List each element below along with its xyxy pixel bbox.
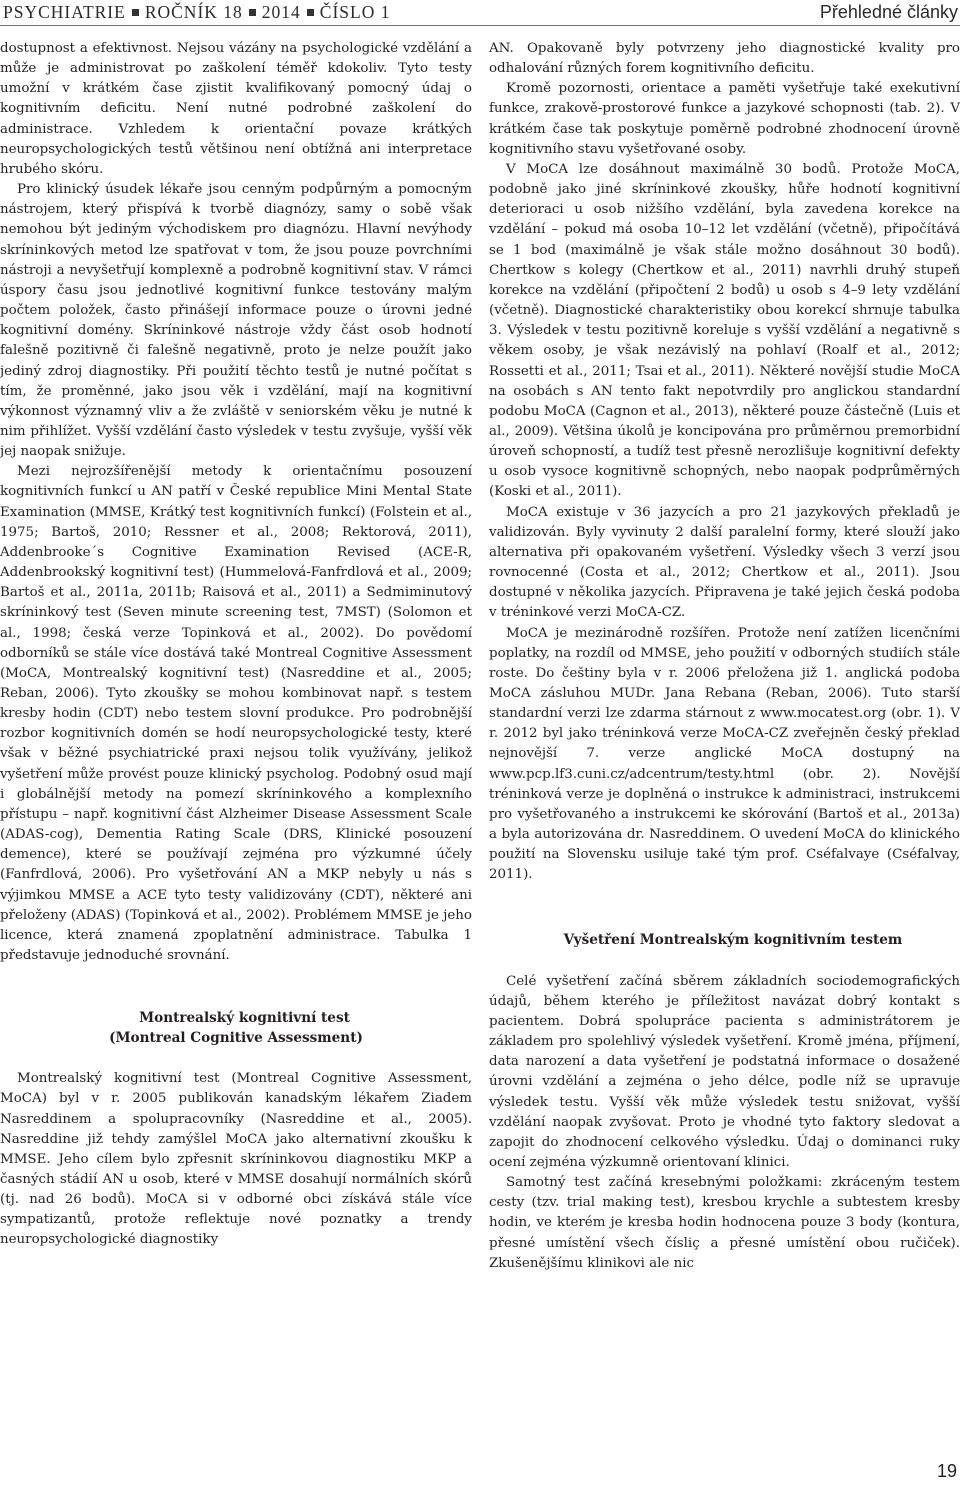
section-heading: Vyšetření Montrealským kognitivním testem [563,931,903,948]
section-heading [0,1008,472,1048]
paragraph: Mezi nejrozšířenější metody k orientačnímu posouzení kognitivních funkcí u AN patří v České republice Mini Mental State Examination (MMSE, Krátký test kognitivních funkcí) (Folstein et al., 1975; Bartoš, 2010; Ressner et al., 2008; Rektorová, 2011), Addenbrooke´s Cognitive Examination Revised (ACE-R, Addenbrookský kognitivní test) (Hummelová-Fanfrdlová et al., 2009; Bartoš et al., 2011a, 2011b; Raisová et al., 2011) a Sedmiminutový skríninkový test (Seven minute screening test, 7MST) (Solomon et al., 1998; česká verze Topinková et al., 2002). Do povědomí odborníků se stále více dostává také Montreal Cognitive Assessment (MoCA, Montrealský kognitivní test) (Nasreddine et al., 2005; Reban, 2006). Tyto zkoušky se mohou kombinovat např. s testem kresby hodin (CDT) nebo testem slovní produkce. Pro podrobnější rozbor kognitivních domén se hodí neuropsychologické testy, které však v běžné psychiatrické praxi nejsou tolik využívány, jelikož vyšetření může provést pouze klinický psycholog. Podobný osud mají i globálnější metody na pomezí skríninkového a komplexního přístupu – např. kognitivní část Alzheimer Disease Assessment Scale (ADAS-cog), Dementia Rating Scale (DRS, Klinické posouzení demence), které se používají zejména pro výzkumné účely (Fanfrdlová, 2006). Pro vyšetřování AN a MKP nebyly u nás s výjimkou MMSE a ACE tyto testy validizovány (CDT), některé ani přeloženy (ADAS) (Topinková et al., 2002). Problémem MMSE je jeho licence, která znamená zpoplatnění administrace. Tabulka 1 představuje jednoduché srovnání. [0,464,472,964]
left-column [0,39,472,1251]
spacer [489,886,960,930]
paragraph: AN. Opakovaně byly potvrzeny jeho diagnostické kvality pro odhalování různých forem kognitivního deficitu. [489,41,960,77]
heading-line: (Montreal Cognitive Assessment) [109,1030,363,1047]
separator-square-icon [307,9,314,16]
section-label: Přehledné články [819,2,958,22]
journal-year: 2014 [261,2,301,22]
paragraph: MoCA existuje v 36 jazycích a pro 21 jazykových překladů je validizován. Byly vyvinuty 2 další paralelní formy, které slouží jako alternativa při opakovaném vyšetření. Výsledky všech 3 verzí jsou rovnocenné (Costa et al., 2012; Chertkow et al., 2011). Jsou dostupné v několika jazycích. Připravena je také jejich česká podoba v tréninkové verzi MoCA-CZ. [489,504,960,621]
paragraph: Kromě pozornosti, orientace a paměti vyšetřuje také exekutivní funkce, zrakově-prostorové funkce a jazykové schopnosti (tab. 2). V krátkém čase tak poskytuje poměrně podrobné zhodnocení úrovně kognitivního stavu vyšetřované osoby. [489,81,960,157]
header-rule [0,25,960,26]
journal-volume: ROČNÍK 18 [144,2,243,22]
spacer [489,950,960,972]
right-column [489,39,960,1274]
running-header [0,0,960,24]
separator-square-icon [132,9,139,16]
spacer [0,966,472,1008]
separator-square-icon [249,9,256,16]
journal-title: PSYCHIATRIE [3,2,126,22]
spacer [0,1048,472,1069]
paragraph: MoCA je mezinárodně rozšířen. Protože není zatížen licenčními poplatky, na rozdíl od MMSE, jeho použití v odborných studiích stále roste. Do češtiny byla v r. 2006 přeložena již 1. anglická podoba MoCA zásluhou MUDr. Jana Rebana (Reban, 2006). Tuto starší standardní verzi lze zdarma stárnout z www.mocatest.org (obr. 1). V r. 2012 byl jako tréninková verze MoCA-CZ zveřejněn český překlad nejnovější 7. verze anglické MoCA dostupný na www.pcp.lf3.cuni.cz/adcentrum/testy.html (obr. 2). Novější tréninková verze je doplněná o instrukce k administraci, instrukcemi pro vyšetřovaného a instrukcemi ke skórování (Bartoš et al., 2013a) a byla autorizována dr. Nasreddinem. O uvedení MoCA do klinického použití na Slovensku usiluje také tým prof. Cséfalvaye (Cséfalvay, 2011). [489,625,960,883]
paragraph: V MoCA lze dosáhnout maximálně 30 bodů. Protože MoCA, podobně jako jiné skríninkové zkoušky, hůře hodnotí kognitivní deterioraci u osob nižšího vzdělání, byla zavedena korekce na vzdělání – pokud má osoba 10–12 let vzdělání (včetně), připočítává se 1 bod (maximálně je však stále možno dosáhnout 30 bodů). Chertkow s kolegy (Chertkow et al., 2011) navrhli druhý stupeň korekce na vzdělání (připočtení 2 bodů) u osob s 4–9 lety vzdělání (včetně). Diagnostické charakteristiky obou korekcí shrnuje tabulka 3. Výsledek v testu pozitivně koreluje s vyšší vzdělání a negativně s věkem osoby, je však nezávislý na pohlaví (Roalf et al., 2012; Rossetti et al., 2011; Tsai et al., 2011). Některé novější studie MoCA na osobách s AN tento fakt nepotvrdily pro anglickou standardní podobu MoCA (Cagnon et al., 2013), některé pouze částečně (Luis et al., 2009). Většina úkolů je koncipována pro průměrnou premorbidní úroveň schopností, a tudíž test přesně nerozlišuje kognitivní defekty u osob vysoce kognitivně schopných, nebo naopak podprůměrných (Koski et al., 2011). [489,161,960,500]
page-number: 19 [936,1461,957,1481]
paragraph: Pro klinický úsudek lékaře jsou cenným podpůrným a pomocným nástrojem, který přispívá k tvorbě diagnózy, samy o sobě však nemohou být jediným východiskem pro diagnózu. Hlavní nevýhody skríninkových metod lze spatřovat v tom, že jsou pouze povrchními nástroji a nevyšetřují komplexně a podrobně kognitivní stav. V rámci úspory času jsou jednotlivé kognitivní funkce testovány malým počtem položek, často přinášejí informace pouze o úrovni jedné kognitivní domény. Skríninkové nástroje vždy část osob hodnotí falešně pozitivně či falešně negativně, proto je nelze použít jako jediný zdroj diagnostiky. Při použití těchto testů je nutné počítat s tím, že proměnné, jako jsou věk i vzdělání, mají na kognitivní výkonnost významný vliv a že zvláště v seniorském věku je nutné k nim přihlížet. Vyšší vzdělání často výsledek v testu zvyšuje, vyšší věk jej naopak snižuje. [0,182,472,460]
paragraph: dostupnost a efektivnost. Nejsou vázány na psychologické vzdělání a může je administrovat po zaškolení téměř kdokoliv. Tyto testy umožní v krátkém čase zjistit kvalifikovaný pomocný údaj o kognitivním deficitu. Není nutné podrobné zaškolení do administrace. Vzhledem k orientační povaze krátkých neuropsychologických testů většinou není obtížná ani interpretace hrubého skóru. [0,41,472,177]
paragraph: Montrealský kognitivní test (Montreal Cognitive Assessment, MoCA) byl v r. 2005 publikován kanadským lékařem Ziadem Nasreddinem a spolupracovníky (Nasreddine et al., 2005). Nasreddine již tehdy zamýšlel MoCA jako alternativní zkoušku k MMSE. Jeho cílem bylo zpřesnit skríninkovou diagnostiku MKP a časných stádií AN u osob, které v MMSE dosahují normálních skórů (tj. nad 26 bodů). MoCA si v odborné obci získává stále více sympatizantů, protože reflektuje nové poznatky a trendy neuropsychologické diagnostiky [0,1071,472,1248]
journal-name [3,2,390,23]
heading-line: Montrealský kognitivní test [139,1010,350,1027]
paragraph: Celé vyšetření začíná sběrem základních sociodemografických údajů, během kterého je příležitost navázat dobrý kontakt s pacientem. Dobrá spolupráce pacienta s administrátorem je základem pro spolehlivý výsledek vyšetření. Kromě jména, příjmení, data narození a data vyšetření je podstatná informace o dosažené úrovni vzdělání a zejména o jeho délce, podle níž se upravuje výsledek testu. Vyšší věk může výsledek testu snižovat, vyšší vzdělání naopak zvyšovat. Proto je vhodné tyto faktory sledovat a zapojit do zhodnocení celkového výsledku. Údaj o dominanci ruky ocení zejména výzkumně orientovaní klinici. [489,973,960,1170]
journal-issue: ČÍSLO 1 [319,2,391,22]
paragraph: Samotný test začíná kresebnými položkami: zkráceným testem cesty (tzv. trial making test), kresbou krychle a subtestem kresby hodin, ve kterém je kresba hodin hodnocena pouze 3 body (kontura, přesné umístění všech čísliç a přesné umístění obou ručiček). Zkušenějšímu klinikovi ale nic [489,1175,960,1271]
